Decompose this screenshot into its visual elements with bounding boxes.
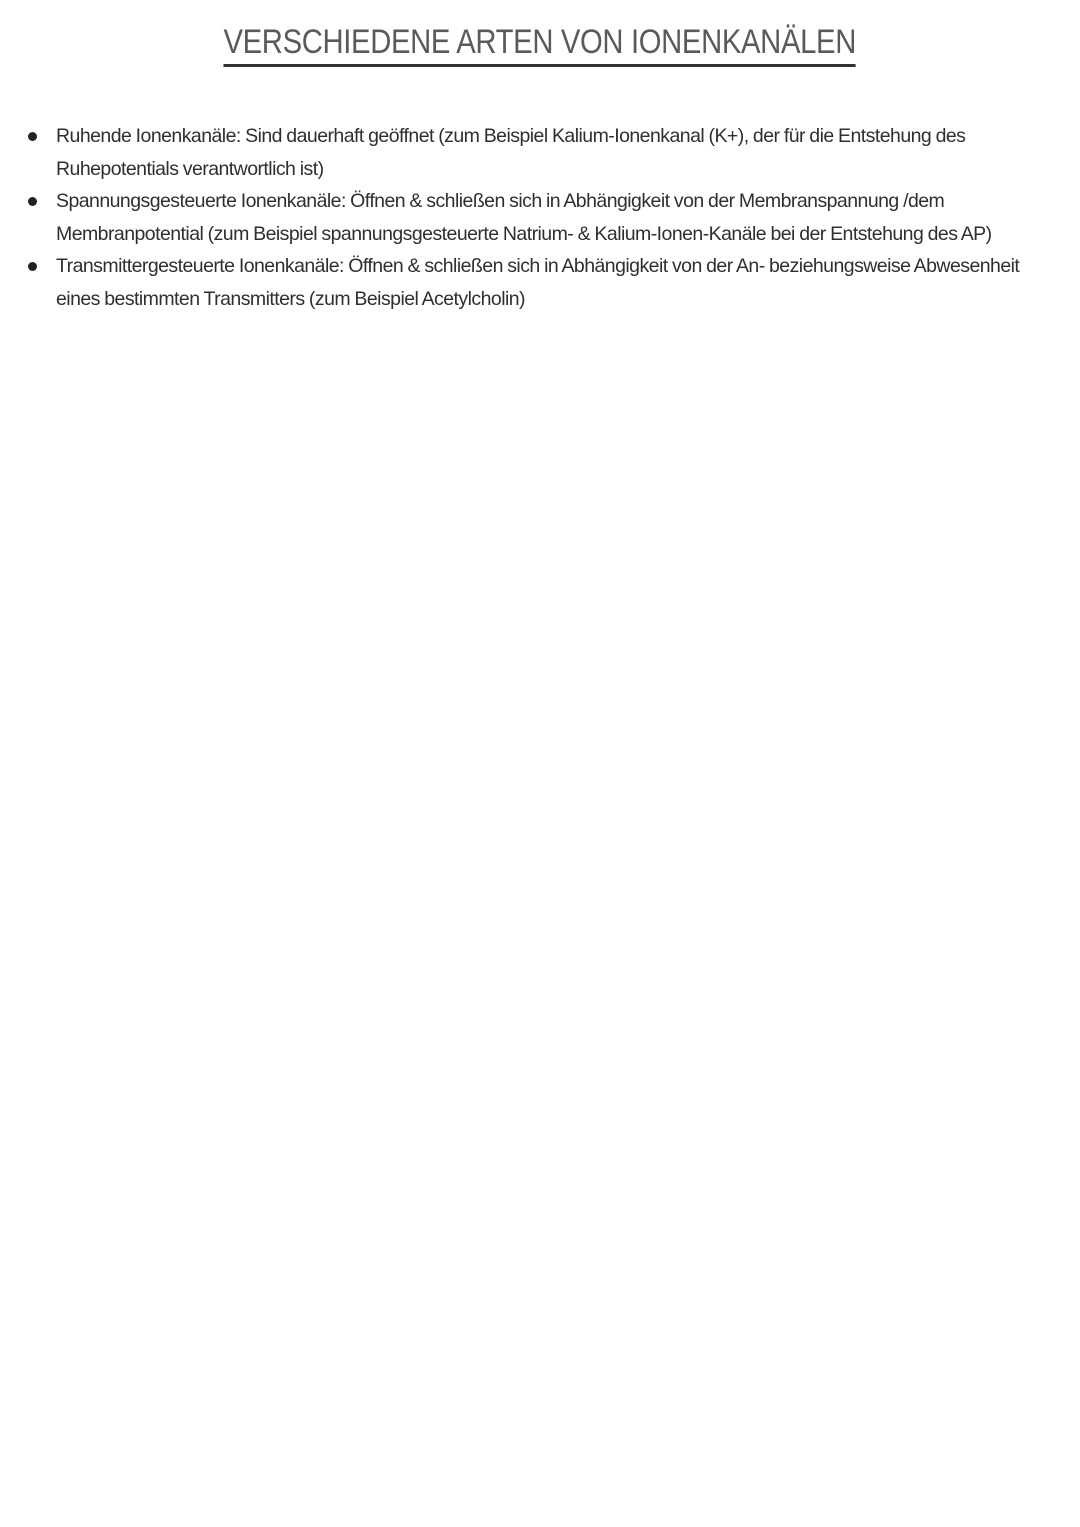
list-item [24,250,1064,315]
list-item [24,185,1064,250]
list-item-text: Transmittergesteuerte Ionenkanäle: Öffnen & schließen sich in Abhängigkeit von der An- beziehungsweise Abwesenheit eines bestimmten Transmitters (zum Beispiel Acetylcholin) [56,255,1020,310]
list-item [24,120,1064,185]
bullet-list [24,120,1064,315]
bullet-icon [28,262,37,271]
bullet-icon [28,197,37,206]
page-title: VERSCHIEDENE ARTEN VON IONENKANÄLEN [224,22,856,67]
list-item-text: Spannungsgesteuerte Ionenkanäle: Öffnen & schließen sich in Abhängigkeit von der Membranspannung /dem Membranpotential (zum Beispiel spannungsgesteuerte Natrium- & Kalium-Ionen-Kanäle bei der Entstehung des AP) [56,190,992,245]
list-item-text: Ruhende Ionenkanäle: Sind dauerhaft geöffnet (zum Beispiel Kalium-Ionenkanal (K+), der für die Entstehung des Ruhepotentials verantwortlich ist) [56,125,966,180]
title-container [0,22,1080,67]
bullet-icon [28,132,37,141]
